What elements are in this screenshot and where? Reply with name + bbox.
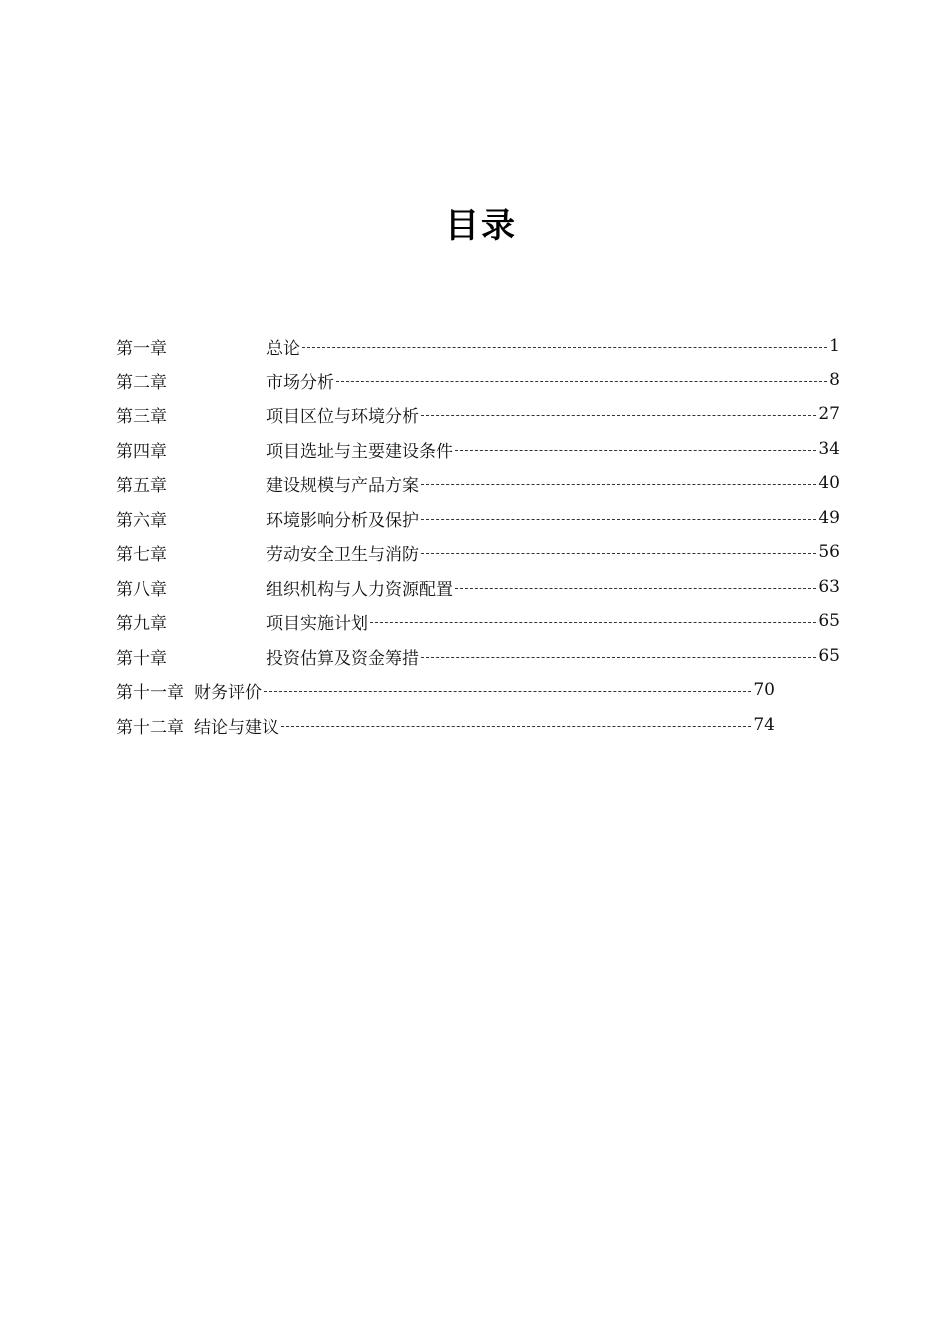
toc-chapter-title: 结论与建议 — [194, 717, 279, 738]
page-title: 目录 — [445, 206, 517, 246]
toc-entry — [116, 402, 840, 426]
toc-page-number: 65 — [818, 611, 840, 631]
toc-chapter-number: 第三章 — [116, 406, 167, 427]
toc-entry — [116, 437, 840, 461]
toc-chapter-title: 市场分析 — [266, 372, 334, 393]
toc-leader — [421, 484, 816, 485]
toc-page-number: 74 — [753, 715, 775, 735]
toc-chapter-number: 第十章 — [116, 648, 167, 669]
toc-chapter-title: 投资估算及资金筹措 — [266, 648, 419, 669]
toc-entry — [116, 540, 840, 564]
toc-entry — [116, 471, 840, 495]
toc-page-number: 1 — [829, 336, 840, 356]
toc-chapter-number: 第七章 — [116, 544, 167, 565]
toc-chapter-number: 第十一章 — [116, 682, 184, 703]
toc-entry — [116, 713, 775, 737]
toc-chapter-title: 组织机构与人力资源配置 — [266, 579, 453, 600]
toc-chapter-title: 项目实施计划 — [266, 613, 368, 634]
toc-entry — [116, 609, 840, 633]
toc-leader — [302, 347, 827, 348]
toc-leader — [421, 519, 816, 520]
toc-chapter-number: 第二章 — [116, 372, 167, 393]
toc-chapter-number: 第九章 — [116, 613, 167, 634]
toc-chapter-number: 第六章 — [116, 510, 167, 531]
toc-entry — [116, 575, 840, 599]
toc-leader — [370, 622, 816, 623]
toc-page-number: 56 — [818, 542, 840, 562]
toc-chapter-title: 财务评价 — [194, 682, 262, 703]
toc-entry — [116, 506, 840, 530]
toc-page-number: 49 — [818, 508, 840, 528]
toc-leader — [421, 415, 816, 416]
toc-page-number: 34 — [818, 439, 840, 459]
toc-chapter-title: 项目区位与环境分析 — [266, 406, 419, 427]
toc-entry — [116, 368, 840, 392]
toc-leader — [421, 553, 816, 554]
toc-chapter-title: 项目选址与主要建设条件 — [266, 441, 453, 462]
toc-leader — [336, 381, 827, 382]
toc-leader — [455, 450, 816, 451]
toc-leader — [281, 726, 751, 727]
toc-page-number: 63 — [818, 577, 840, 597]
toc-page-number: 40 — [818, 473, 840, 493]
toc-chapter-title: 总论 — [266, 338, 300, 359]
toc-chapter-number: 第十二章 — [116, 717, 184, 738]
toc-leader — [455, 588, 816, 589]
toc-chapter-title: 劳动安全卫生与消防 — [266, 544, 419, 565]
toc-chapter-number: 第四章 — [116, 441, 167, 462]
toc-chapter-number: 第八章 — [116, 579, 167, 600]
toc-chapter-number: 第五章 — [116, 475, 167, 496]
toc-chapter-number: 第一章 — [116, 338, 167, 359]
toc-entry — [116, 644, 840, 668]
toc-chapter-title: 环境影响分析及保护 — [266, 510, 419, 531]
toc-leader — [421, 657, 816, 658]
toc-page-number: 8 — [829, 370, 840, 390]
toc-entry — [116, 334, 840, 358]
toc-chapter-title: 建设规模与产品方案 — [266, 475, 419, 496]
toc-page-number: 70 — [753, 680, 775, 700]
toc-page-number: 27 — [818, 404, 840, 424]
toc-page-number: 65 — [818, 646, 840, 666]
toc-leader — [264, 691, 751, 692]
toc-entry — [116, 678, 775, 702]
